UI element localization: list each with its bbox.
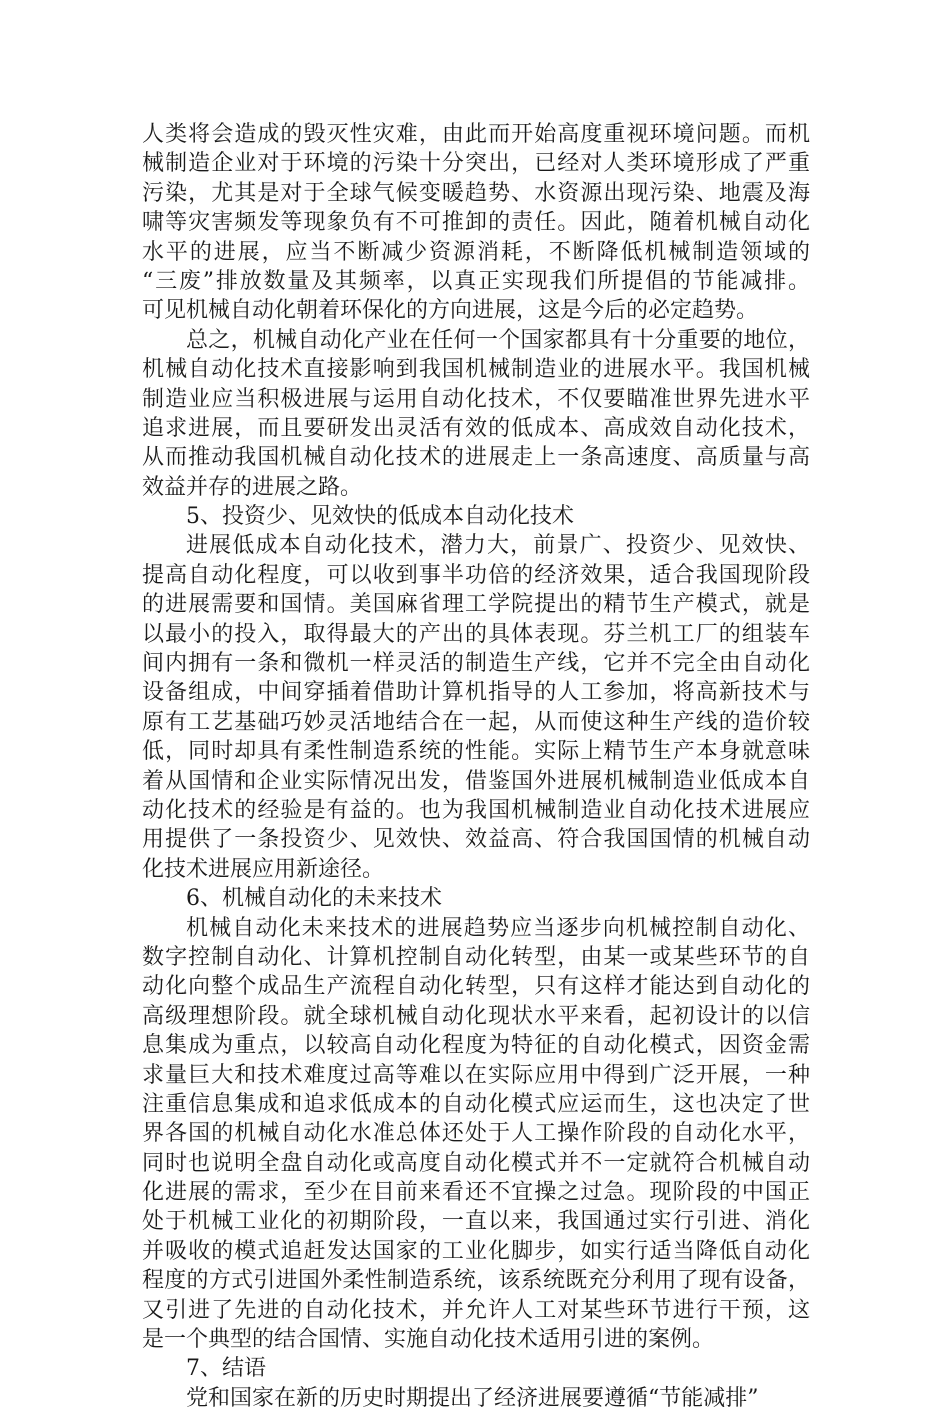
text-line: 机械自动化技术直接影响到我国机械制造业的进展水平。我国机械 (142, 357, 810, 383)
text-line: 化进展的需求，至少在目前来看还不宜操之过急。现阶段的中国正 (142, 1180, 810, 1206)
text-line: 高级理想阶段。就全球机械自动化现状水平来看，起初设计的以信 (142, 1003, 810, 1029)
text-line: 以最小的投入，取得最大的产出的具体表现。芬兰机工厂的组装车 (142, 621, 810, 647)
text-line: 化技术进展应用新途径。 (142, 856, 385, 882)
section-heading (142, 502, 810, 531)
text-line: 动化向整个成品生产流程自动化转型，只有这样才能达到自动化的 (142, 974, 810, 1000)
text-line: 间内拥有一条和微机一样灵活的制造生产线，它并不完全由自动化 (142, 651, 810, 677)
text-line: 动化技术的经验是有益的。也为我国机械制造业自动化技术进展应 (142, 797, 810, 823)
text-line: 械制造企业对于环境的污染十分突出，已经对人类环境形成了严重 (142, 151, 810, 177)
text-line: “三废”排放数量及其频率，以真正实现我们所提倡的节能减排。 (142, 268, 810, 294)
paragraph (142, 1384, 810, 1413)
paragraph (142, 120, 810, 326)
text-line: 效益并存的进展之路。 (142, 474, 363, 500)
text-line: 总之，机械自动化产业在任何一个国家都具有十分重要的地位， (186, 327, 810, 353)
text-line: 界各国的机械自动化水准总体还处于人工操作阶段的自动化水平， (142, 1121, 810, 1147)
text-line: 息集成为重点，以较高自动化程度为特征的自动化模式，因资金需 (142, 1033, 810, 1059)
text-line: 数字控制自动化、计算机控制自动化转型，由某一或某些环节的自 (142, 944, 810, 970)
text-line: 提高自动化程度，可以收到事半功倍的经济效果，适合我国现阶段 (142, 562, 810, 588)
text-line: 党和国家在新的历史时期提出了经济进展要遵循“节能减排” (186, 1385, 759, 1411)
document-page (142, 120, 810, 1413)
text-line: 人类将会造成的毁灭性灾难，由此而开始高度重视环境问题。而机 (142, 122, 810, 147)
text-line: 低，同时却具有柔性制造系统的性能。实际上精节生产本身就意味 (142, 739, 810, 765)
text-line: 机械自动化未来技术的进展趋势应当逐步向机械控制自动化、 (186, 915, 810, 941)
text-line: 用提供了一条投资少、见效快、效益高、符合我国国情的机械自动 (142, 827, 810, 853)
text-line: 水平的进展，应当不断减少资源消耗，不断降低机械制造领域的 (142, 239, 810, 265)
text-line: 制造业应当积极进展与运用自动化技术，不仅要瞄准世界先进水平 (142, 386, 810, 412)
paragraph (142, 531, 810, 884)
text-line: 的进展需要和国情。美国麻省理工学院提出的精节生产模式，就是 (142, 592, 810, 618)
text-line: 7、结语 (186, 1356, 266, 1382)
text-line: 着从国情和企业实际情况出发，借鉴国外进展机械制造业低成本自 (142, 768, 810, 794)
text-line: 并吸收的模式追赶发达国家的工业化脚步，如实行适当降低自动化 (142, 1238, 810, 1264)
text-line: 6、机械自动化的未来技术 (186, 886, 442, 912)
text-line: 处于机械工业化的初期阶段，一直以来，我国通过实行引进、消化 (142, 1209, 810, 1235)
text-line: 进展低成本自动化技术，潜力大，前景广、投资少、见效快、 (186, 533, 810, 559)
paragraph (142, 914, 810, 1355)
text-line: 从而推动我国机械自动化技术的进展走上一条高速度、高质量与高 (142, 445, 810, 471)
text-line: 同时也说明全盘自动化或高度自动化模式并不一定就符合机械自动 (142, 1150, 810, 1176)
paragraph (142, 326, 810, 502)
text-line: 原有工艺基础巧妙灵活地结合在一起，从而使这种生产线的造价较 (142, 709, 810, 735)
text-line: 5、投资少、见效快的低成本自动化技术 (186, 504, 574, 530)
text-line: 又引进了先进的自动化技术，并允许人工对某些环节进行干预，这 (142, 1297, 810, 1323)
text-line: 设备组成，中间穿插着借助计算机指导的人工参加，将高新技术与 (142, 680, 810, 706)
section-heading (142, 1354, 810, 1383)
text-line: 追求进展，而且要研发出灵活有效的低成本、高成效自动化技术， (142, 415, 810, 441)
text-line: 注重信息集成和追求低成本的自动化模式应运而生，这也决定了世 (142, 1091, 810, 1117)
text-line: 可见机械自动化朝着环保化的方向进展，这是今后的必定趋势。 (142, 298, 759, 324)
text-line: 是一个典型的结合国情、实施自动化技术适用引进的案例。 (142, 1327, 715, 1353)
section-heading (142, 884, 810, 913)
text-line: 啸等灾害频发等现象负有不可推卸的责任。因此，随着机械自动化 (142, 210, 810, 236)
text-line: 求量巨大和技术难度过高等难以在实际应用中得到广泛开展，一种 (142, 1062, 810, 1088)
text-line: 污染，尤其是对于全球气候变暖趋势、水资源出现污染、地震及海 (142, 180, 810, 206)
text-line: 程度的方式引进国外柔性制造系统，该系统既充分利用了现有设备， (142, 1268, 810, 1294)
